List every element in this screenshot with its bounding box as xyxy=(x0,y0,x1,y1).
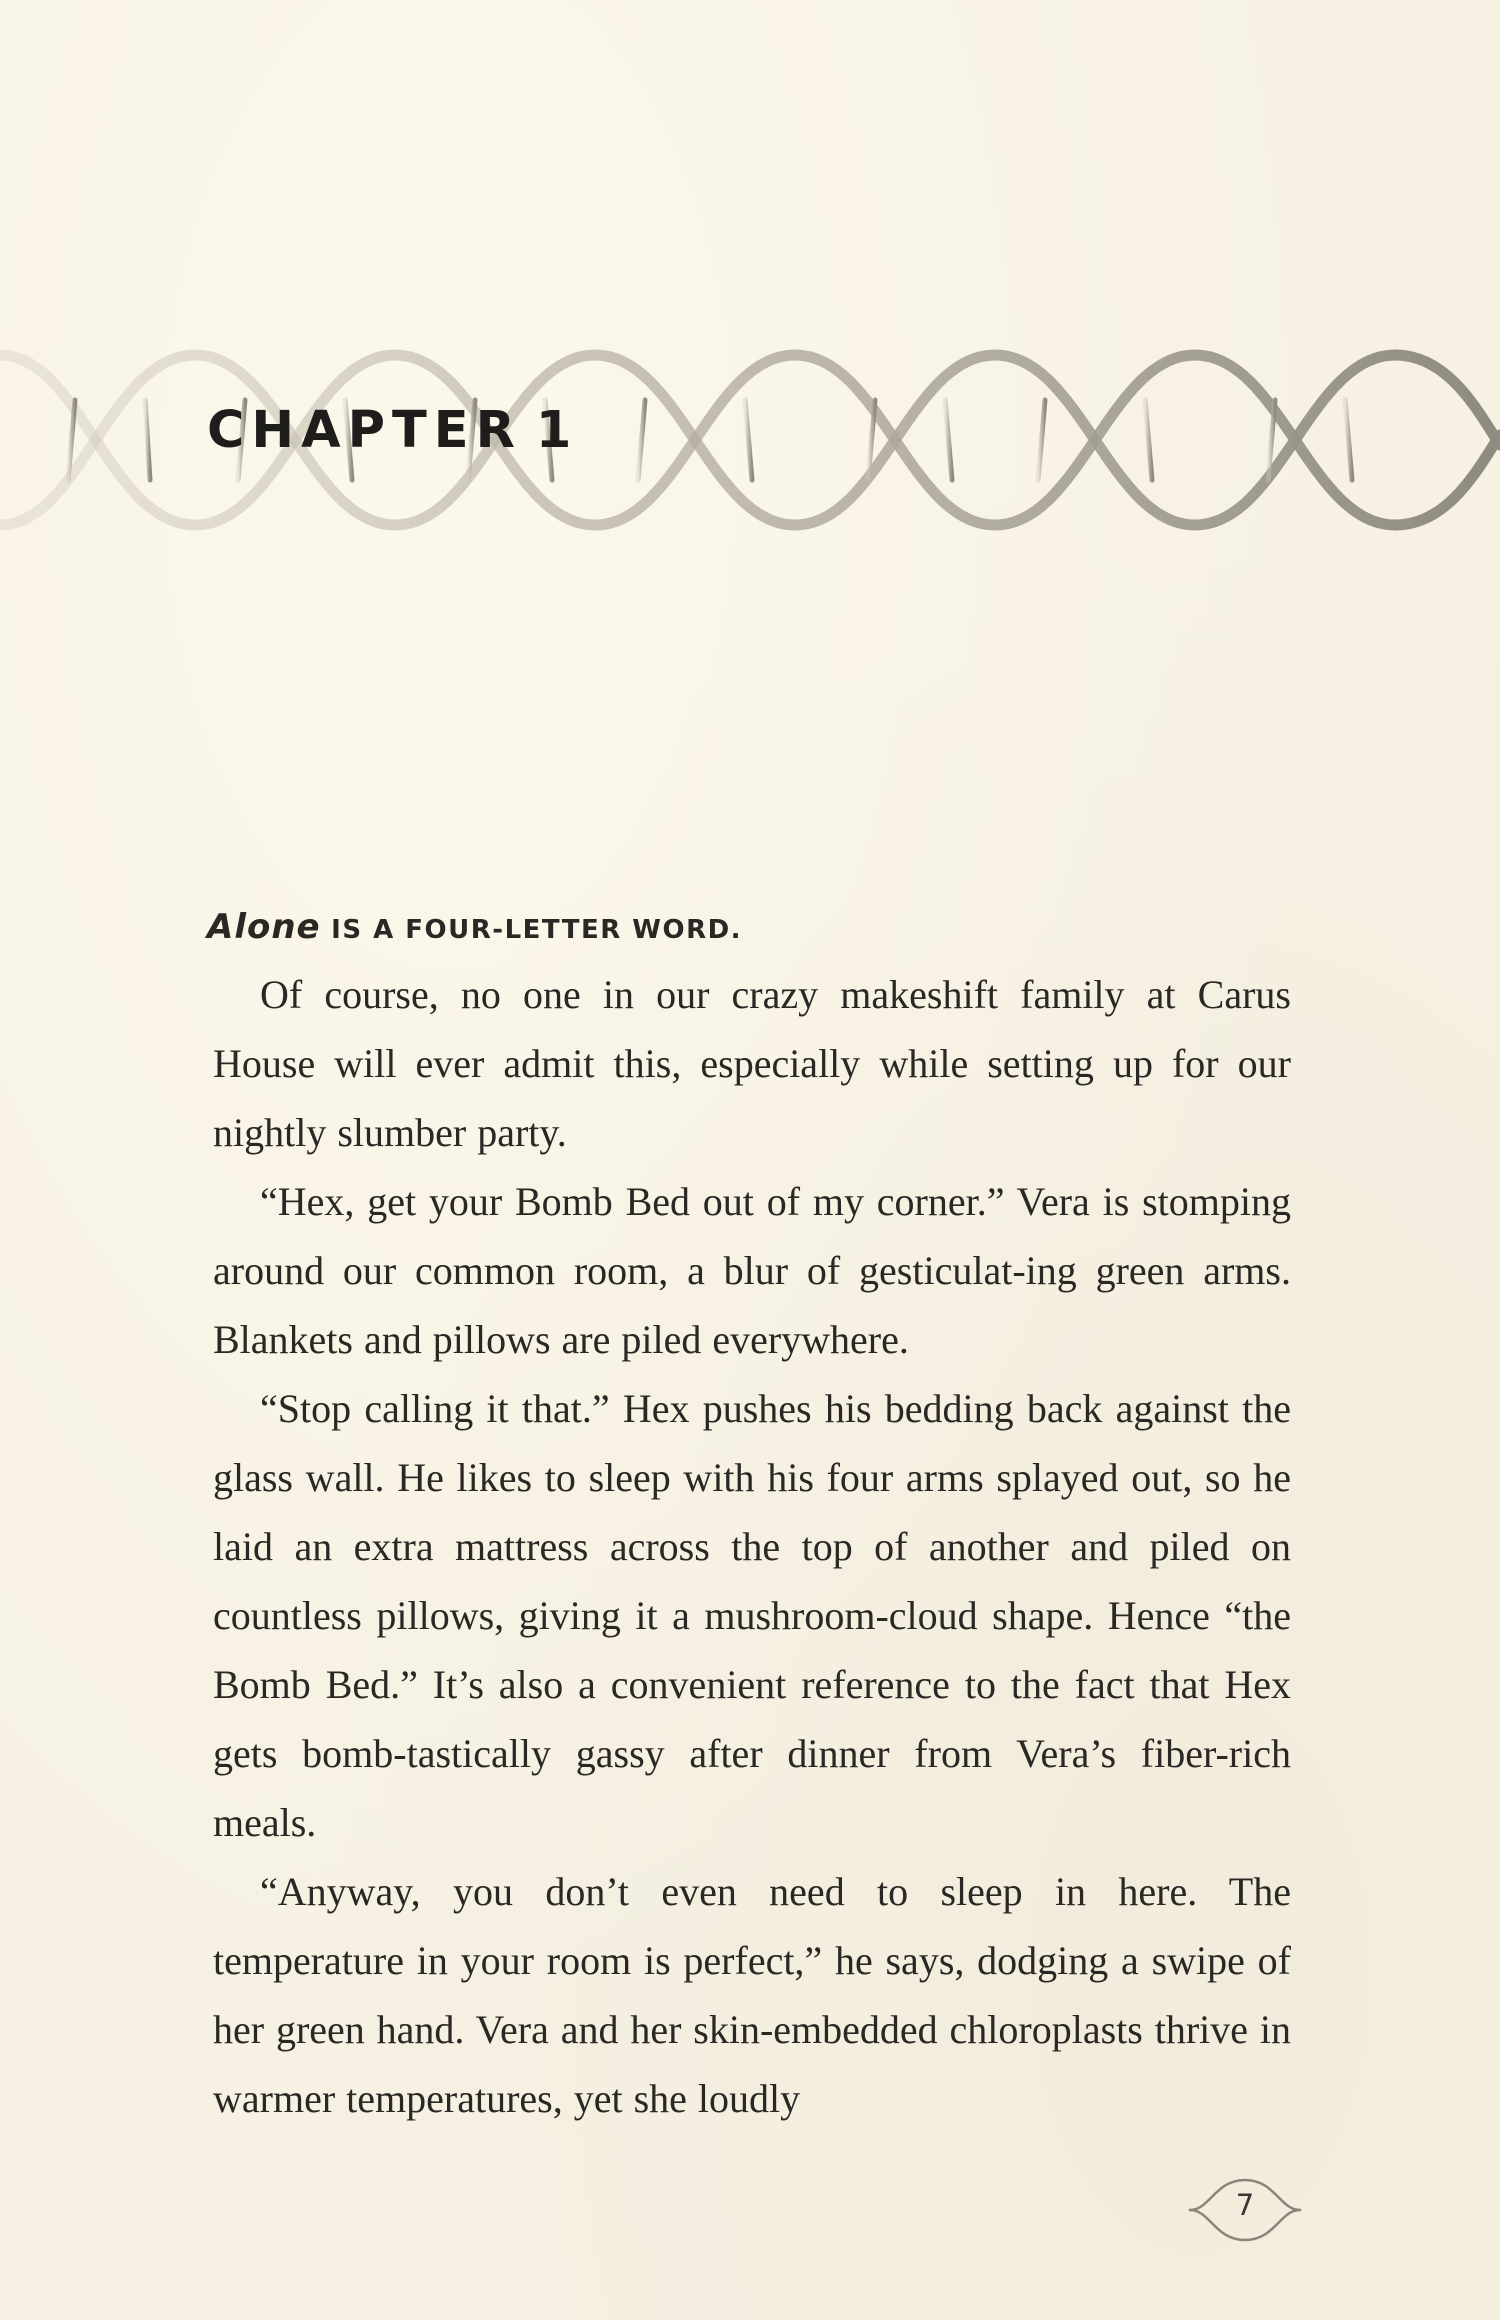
chapter-body xyxy=(213,960,1291,2133)
chapter-heading xyxy=(207,401,579,460)
chapter-lead-line xyxy=(207,907,743,947)
paragraph: Of course, no one in our crazy makeshift family at Carus House will ever admit this, especially while setting up for our nightly slumber party. xyxy=(213,972,1291,1155)
chapter-label: CHAPTER xyxy=(207,401,522,460)
paragraph: “Stop calling it that.” Hex pushes his bedding back against the glass wall. He likes to sleep with his four arms splayed out, so he laid an extra mattress across the top of another and piled on countless pillows, giving it a mushroom-cloud shape. Hence “the Bomb Bed.” It’s also a convenient reference to the fact that Hex gets bomb-tastically gassy after dinner from Vera’s fiber-rich meals. xyxy=(213,1386,1291,1845)
chapter-number: 1 xyxy=(535,401,579,460)
lead-first-word: Alone xyxy=(207,907,321,947)
page-number: 7 xyxy=(1235,2188,1255,2222)
lead-rest: IS A FOUR-LETTER WORD. xyxy=(331,915,743,945)
paragraph: “Hex, get your Bomb Bed out of my corner.” Vera is stomping around our common room, a blur of gesticulat-ing green arms. Blankets and pillows are piled everywhere. xyxy=(213,1179,1291,1362)
paragraph: “Anyway, you don’t even need to sleep in here. The temperature in your room is perfect,” he says, dodging a swipe of her green hand. Vera and her skin-embedded chloroplasts thrive in warmer temperatures, yet she loudly xyxy=(213,1869,1291,2121)
